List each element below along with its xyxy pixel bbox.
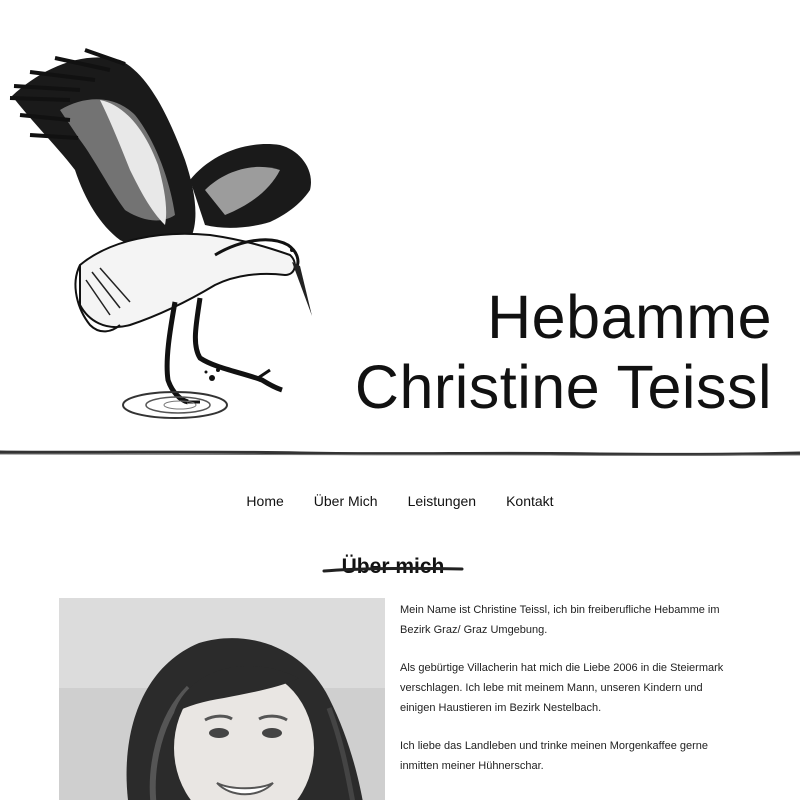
section-heading: Über mich (341, 555, 445, 579)
portrait-photo-icon (59, 598, 385, 800)
nav-item-uber-mich[interactable]: Über Mich (313, 493, 378, 509)
stork-logo-icon (0, 40, 330, 430)
nav-item-leistungen[interactable]: Leistungen (407, 493, 477, 509)
header-divider (0, 440, 800, 470)
site-title (355, 282, 772, 422)
heading-underline (320, 562, 466, 576)
bio-paragraph-3: Ich liebe das Landleben und trinke meinen Morgenkaffee gerne inmitten meiner Hühnerschar. (400, 740, 709, 772)
bio-text (400, 600, 730, 794)
nav-item-kontakt[interactable]: Kontakt (506, 493, 554, 509)
bio-paragraph-2: Als gebürtige Villacherin hat mich die Liebe 2006 in die Steiermark verschlagen. Ich lebe mit meinem Mann, unseren Kindern und einigen Haustieren im Bezirk Nestelbach. (400, 662, 724, 714)
nav-item-home[interactable]: Home (246, 493, 284, 509)
portrait-photo (59, 598, 385, 800)
site-title-line-1: Hebamme (487, 283, 772, 351)
site-title-line-2: Christine Teissl (354, 353, 772, 421)
bio-paragraph-1: Mein Name ist Christine Teissl, ich bin freiberufliche Hebamme im Bezirk Graz/ Graz Umgebung. (400, 604, 720, 636)
main-nav (0, 493, 800, 509)
